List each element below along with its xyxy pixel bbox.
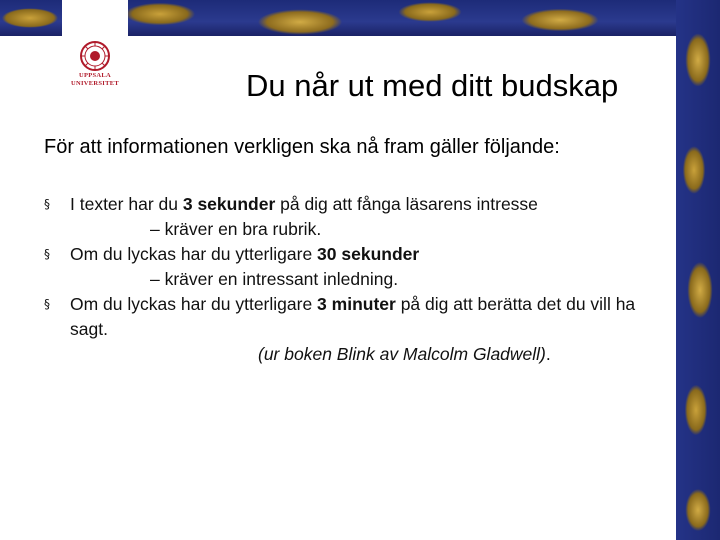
- slide-title: Du når ut med ditt budskap: [246, 68, 619, 103]
- intro-text: För att informationen verkligen ska nå fram gäller följande:: [44, 136, 560, 158]
- logo-wordmark: [62, 72, 128, 88]
- citation-period: .: [545, 344, 551, 364]
- bullet-marker: §: [44, 297, 50, 311]
- bullet-marker: §: [44, 197, 50, 211]
- decorative-side-band: [676, 0, 720, 540]
- bullet-item: [44, 242, 674, 292]
- bullet-emphasis: 3 minuter: [317, 294, 396, 314]
- citation-text: (ur boken Blink av Malcolm Gladwell): [258, 344, 546, 364]
- bullet-text: på dig att berätta det du vill ha sagt.: [70, 294, 636, 339]
- bullet-text: Om du lyckas har du ytterligare: [70, 294, 318, 314]
- logo-line-1: UPPSALA: [78, 72, 112, 79]
- bullet-item: [44, 192, 674, 242]
- bullet-text: Om du lyckas har du ytterligare: [70, 244, 318, 264]
- bullet-emphasis: 30 sekunder: [317, 244, 420, 264]
- bullet-subline: – kräver en intressant inledning.: [150, 269, 399, 289]
- bullet-text: I texter har du: [70, 194, 183, 214]
- university-logo: [62, 0, 128, 108]
- bullet-list: [44, 192, 674, 367]
- bullet-item: [44, 292, 674, 342]
- bullet-subline: – kräver en bra rubrik.: [150, 219, 322, 239]
- bullet-emphasis: 3 sekunder: [182, 194, 276, 214]
- bullet-marker: §: [44, 247, 50, 261]
- source-citation: [44, 342, 674, 367]
- university-seal-icon: [74, 40, 116, 72]
- logo-line-2: UNIVERSITET: [70, 80, 120, 87]
- bullet-text: på dig att fånga läsarens intresse: [275, 194, 538, 214]
